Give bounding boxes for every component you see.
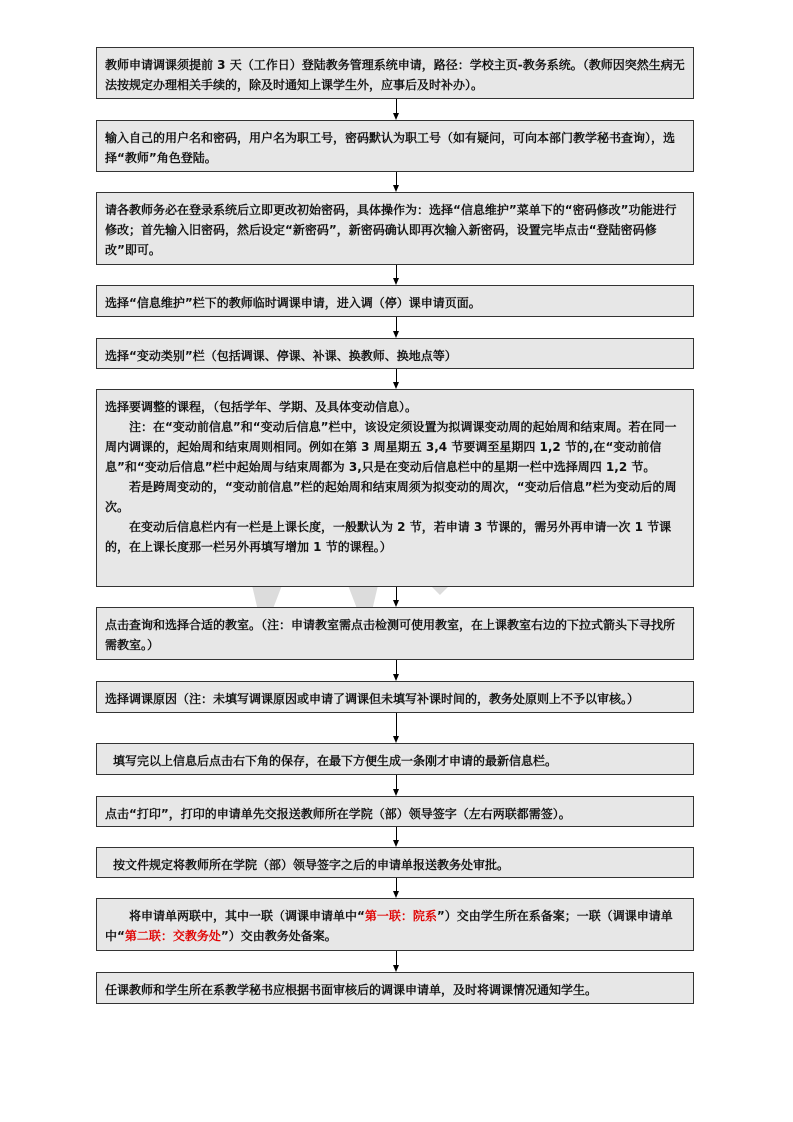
step-5-text: 选择“变动类别”栏（包括调课、停课、补课、换教师、换地点等） xyxy=(105,349,457,363)
step-10-box xyxy=(96,796,694,827)
step-9-text: 填写完以上信息后点击右下角的保存，在最下方便生成一条刚才申请的最新信息栏。 xyxy=(113,754,558,768)
step-12-part-5: ”）交由教务处备案。 xyxy=(220,929,337,943)
step-12-box xyxy=(96,898,694,951)
step-12-text xyxy=(105,906,685,946)
step-1-text: 教师申请调课须提前 3 天（工作日）登陆教务管理系统申请，路径：学校主页-教务系统。（教师因突然生病无法按规定办理相关手续的，除及时通知上课学生外，应事后及时补办）。 xyxy=(105,58,685,92)
step-11-box xyxy=(96,847,694,878)
arrow-7 xyxy=(393,660,400,681)
step-12-part-3: ”）交由学生所在系备案；一联（调课申请单中“ xyxy=(105,909,673,943)
arrow-12 xyxy=(393,951,400,972)
arrow-10 xyxy=(393,827,400,847)
second-copy-label: 第二联：交教务处 xyxy=(124,929,221,943)
arrow-11 xyxy=(393,878,400,898)
step-2-box xyxy=(96,120,694,172)
step-6-text-2: 注：在“变动前信息”和“变动后信息”栏中，该设定须设置为拟调课变动周的起始周和结束周。若在同一周内调课的，起始周和结束周则相同。例如在第 3 周星期五 3,4 节要调至星期四 1,2 节的,在“变动前信息”和“变动后信息”栏中起始周与结束周都为 3,只是在变动后信息栏中的星期一栏中选择周四 1,2 节。 xyxy=(105,420,677,474)
first-copy-label: 第一联：院系 xyxy=(364,909,437,923)
step-7-box xyxy=(96,607,694,660)
step-5-box xyxy=(96,338,694,369)
arrow-1 xyxy=(393,99,400,120)
step-6-text-3: 若是跨周变动的，“变动前信息”栏的起始周和结束周须为拟变动的周次，“变动后信息”栏为变动后的周次。 xyxy=(105,480,677,514)
step-10-text: 点击“打印”，打印的申请单先交报送教师所在学院（部）领导签字（左右两联都需签）。 xyxy=(105,807,571,821)
step-2-text: 输入自己的用户名和密码，用户名为职工号，密码默认为职工号（如有疑问，可向本部门教学秘书查询），选择“教师”角色登陆。 xyxy=(105,131,676,165)
arrow-3 xyxy=(393,265,400,285)
step-3-text: 请各教师务必在登录系统后立即更改初始密码，具体操作为：选择“信息维护”菜单下的“密码修改”功能进行修改；首先输入旧密码，然后设定“新密码”，新密码确认即再次输入新密码，设置完毕点击“登陆密码修改”即可。 xyxy=(105,203,677,257)
step-6-text-4: 在变动后信息栏内有一栏是上课长度，一般默认为 2 节，若申请 3 节课的，需另外再申请一次 1 节课的，在上课长度那一栏另外再填写增加 1 节的课程。） xyxy=(105,520,672,554)
arrow-2 xyxy=(393,172,400,192)
step-11-text: 按文件规定将教师所在学院（部）领导签字之后的申请单报送教务处审批。 xyxy=(113,858,510,872)
step-12-part-1: 将申请单两联中，其中一联（调课申请单中“ xyxy=(129,909,365,923)
step-7-text: 点击查询和选择合适的教室。（注：申请教室需点击检测可使用教室，在上课教室右边的下拉式箭头下寻找所需教室。） xyxy=(105,618,676,652)
step-3-box xyxy=(96,192,694,265)
step-8-box xyxy=(96,681,694,713)
step-6-text-1: 选择要调整的课程，（包括学年、学期、及具体变动信息）。 xyxy=(105,400,418,414)
arrow-4 xyxy=(393,317,400,338)
arrow-6 xyxy=(393,587,400,607)
arrow-8 xyxy=(393,713,400,743)
step-13-text: 任课教师和学生所在系教学秘书应根据书面审核后的调课申请单，及时将调课情况通知学生。 xyxy=(105,983,598,997)
step-4-box xyxy=(96,285,694,317)
step-8-text: 选择调课原因（注：未填写调课原因或申请了调课但未填写补课时间的，教务处原则上不予以审核。） xyxy=(105,692,640,706)
step-6-box xyxy=(96,389,694,587)
arrow-9 xyxy=(393,775,400,796)
arrow-5 xyxy=(393,369,400,389)
step-1-box xyxy=(96,47,694,99)
step-9-box xyxy=(96,743,694,775)
step-4-text: 选择“信息维护”栏下的教师临时调课申请，进入调（停）课申请页面。 xyxy=(105,296,481,310)
step-13-box xyxy=(96,972,694,1004)
